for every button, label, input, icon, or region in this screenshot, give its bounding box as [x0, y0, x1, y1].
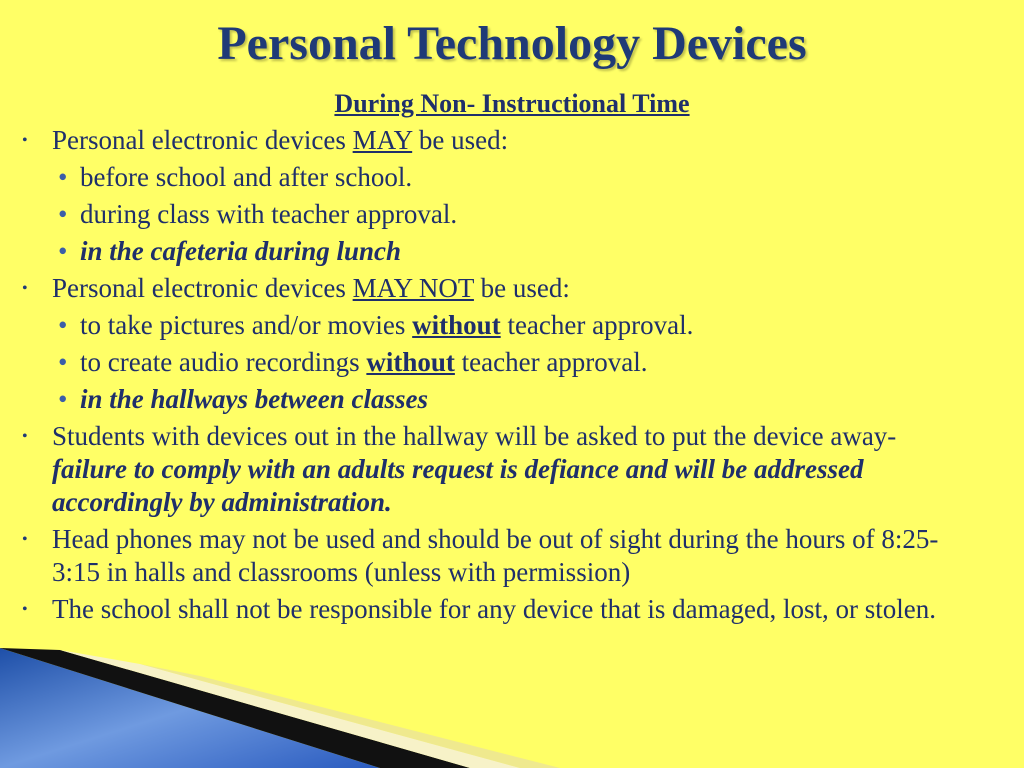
bullet-dot-icon: • — [58, 199, 68, 229]
sub-bullet-item: • to create audio recordings without teacher approval. — [58, 347, 648, 377]
bullet-dot-icon: • — [58, 236, 68, 266]
bullet-item: • Students with devices out in the hallway will be asked to put the device away- failure to comply with an adults request is defiance and will be addressed accordingly by administration. — [22, 421, 897, 517]
bullet-dot-icon: • — [58, 347, 68, 377]
sub-bullet-item: • in the hallways between classes — [58, 384, 429, 414]
bullet-dot-icon: • — [22, 280, 28, 297]
bullet-list — [0, 124, 1000, 630]
slide-title: Personal Technology Devices — [217, 17, 807, 70]
bullet-dot-icon: • — [22, 531, 28, 548]
sub-bullet-item: • during class with teacher approval. — [58, 199, 458, 229]
bullet-item: • Personal electronic devices MAY NOT be used: — [22, 273, 570, 303]
sub-bullet-item: • to take pictures and/or movies without teacher approval. — [58, 310, 694, 340]
bullet-dot-icon: • — [58, 162, 68, 192]
bullet-dot-icon: • — [58, 384, 68, 414]
bullet-dot-icon: • — [22, 601, 28, 618]
bullet-dot-icon: • — [22, 132, 28, 149]
bullet-dot-icon: • — [22, 428, 28, 445]
bullet-item: • Personal electronic devices MAY be used: — [22, 125, 509, 155]
bullet-item: • The school shall not be responsible for any device that is damaged, lost, or stolen. — [22, 594, 937, 624]
bullet-item: • Head phones may not be used and should be out of sight during the hours of 8:25-3:15 in halls and classrooms (unless with permission) — [22, 524, 939, 587]
sub-bullet-item: • in the cafeteria during lunch — [58, 236, 402, 266]
sub-bullet-item: • before school and after school. — [58, 162, 413, 192]
bullet-dot-icon: • — [58, 310, 68, 340]
slide-subtitle: During Non- Instructional Time — [334, 89, 690, 118]
